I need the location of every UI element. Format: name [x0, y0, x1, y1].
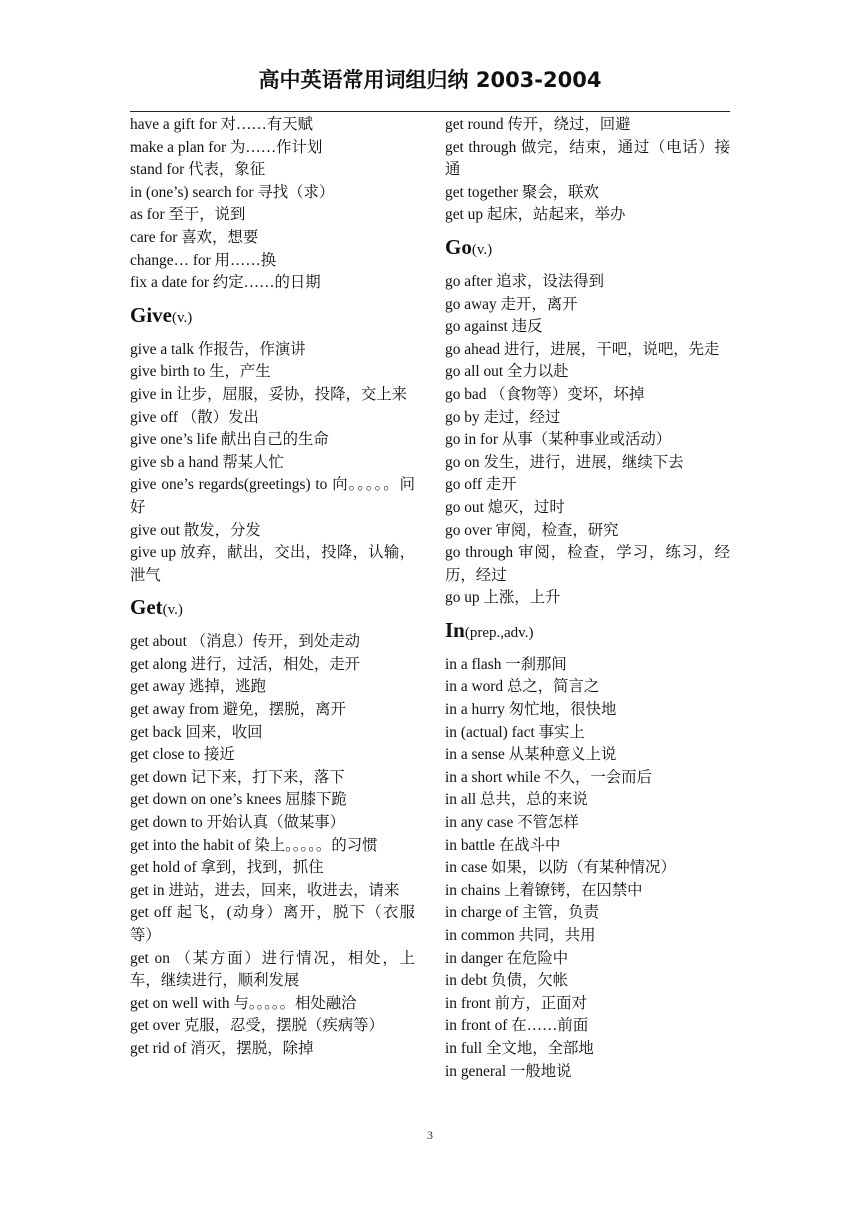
- phrase-entry: give one’s life 献出自己的生命: [130, 431, 329, 449]
- phrase-entry: care for 喜欢，想要: [130, 228, 259, 246]
- phrase-entry: go ahead 进行，进展，干吧，说吧，先走: [445, 340, 720, 358]
- phrase-entry: in full 全文地，全部地: [445, 1039, 594, 1057]
- phrase-entry: get down 记下来，打下来，落下: [130, 768, 345, 786]
- phrase-entry: in a word 总之，简言之: [445, 678, 600, 696]
- phrase-entry: get on well with 与。。。。。相处融洽: [130, 994, 357, 1012]
- phrase-entry: have a gift for 对……有天赋: [130, 116, 313, 133]
- phrase-entry: go away 走开，离开: [445, 295, 578, 313]
- phrase-entry: get on （某方面）进行情况，相处，上车，继续进行，顺利发展: [130, 949, 415, 990]
- phrase-entry: give birth to 生，产生: [130, 363, 271, 381]
- phrase-entry: change… for 用……换: [130, 251, 277, 269]
- phrase-entry: in (one’s) search for 寻找（求）: [130, 183, 335, 201]
- phrase-entry: go over 审阅，检查，研究: [445, 521, 619, 539]
- part-of-speech: (v.): [162, 602, 183, 619]
- phrase-entry: get along 进行，过活，相处，走开: [130, 655, 360, 673]
- phrase-entry: give off （散）发出: [130, 408, 259, 426]
- heading-word: Get: [130, 595, 163, 620]
- phrase-entry: give a talk 作报告，作演讲: [130, 340, 306, 358]
- phrase-entry: get into the habit of 染上。。。。。的习惯: [130, 836, 378, 854]
- phrase-entry: go after 追求，设法得到: [445, 272, 605, 290]
- phrase-entry: go on 发生，进行，进展，继续下去: [445, 453, 684, 471]
- phrase-entry: get rid of 消灭，摆脱，除掉: [130, 1039, 314, 1057]
- part-of-speech: (v.): [172, 309, 193, 326]
- phrase-entry: give up 放弃，献出，交出，投降，认输，泄气: [130, 544, 415, 584]
- heading-word: In: [445, 617, 465, 642]
- phrase-entry: get up 起床，站起来，举办: [445, 206, 626, 224]
- right-column: [445, 114, 730, 1083]
- phrase-entry: in case 如果，以防（有某种情况）: [445, 859, 676, 877]
- phrase-entry: go through 审阅，检查，学习，练习，经历，经过: [445, 544, 730, 584]
- heading-word: Give: [130, 302, 172, 327]
- phrase-entry: in chains 上着镣铐，在囚禁中: [445, 881, 643, 899]
- phrase-entry: as for 至于，说到: [130, 206, 246, 224]
- phrase-entry: in a hurry 匆忙地，很快地: [445, 701, 617, 719]
- phrase-entry: stand for 代表，象征: [130, 161, 266, 179]
- phrase-entry: in general 一般地说: [445, 1062, 572, 1080]
- page-title: 高中英语常用词组归纳 2003-2004: [258, 68, 602, 92]
- phrase-entry: get over 克服，忍受，摆脱（疾病等）: [130, 1017, 384, 1035]
- phrase-entry: get round 传开，绕过，回避: [445, 116, 631, 133]
- phrase-entry: go in for 从事（某种事业或活动）: [445, 431, 672, 449]
- phrase-entry: get close to 接近: [130, 746, 235, 764]
- phrase-entry: fix a date for 约定……的日期: [130, 274, 321, 292]
- phrase-entry: give sb a hand 帮某人忙: [130, 453, 284, 471]
- phrase-entry: in front of 在……前面: [445, 1017, 589, 1035]
- phrase-entry: in charge of 主管，负责: [445, 904, 600, 922]
- phrase-entry: in front 前方，正面对: [445, 994, 587, 1012]
- section-heading: [130, 302, 415, 331]
- phrase-entry: go off 走开: [445, 476, 517, 494]
- phrase-entry: in danger 在危险中: [445, 949, 569, 967]
- phrase-entry: in any case 不管怎样: [445, 814, 579, 832]
- phrase-entry: in all 总共，总的来说: [445, 791, 588, 809]
- phrase-entry: get through 做完，结束，通过（电话）接通: [445, 138, 730, 179]
- phrase-entry: give out 散发，分发: [130, 521, 261, 539]
- phrase-entry: give in 让步，屈服，妥协，投降，交上来: [130, 385, 408, 403]
- phrase-entry: in common 共同，共用: [445, 927, 596, 944]
- phrase-entry: get away from 避免，摆脱，离开: [130, 701, 346, 719]
- phrase-entry: get back 回来，收回: [130, 723, 263, 741]
- phrase-entry: in a short while 不久，一会而后: [445, 768, 652, 786]
- heading-word: Go: [445, 234, 472, 259]
- phrase-entry: give one’s regards(greetings) to 向。。。。。问好: [130, 476, 415, 516]
- phrase-entry: get hold of 拿到，找到，抓住: [130, 859, 324, 877]
- part-of-speech: (prep.,adv.): [464, 624, 534, 641]
- part-of-speech: (v.): [471, 241, 493, 258]
- phrase-entry: go out 熄灭，过时: [445, 498, 565, 516]
- phrase-entry: get together 聚会，联欢: [445, 183, 599, 201]
- phrase-entry: in a sense 从某种意义上说: [445, 746, 617, 764]
- phrase-entry: go by 走过，经过: [445, 408, 561, 426]
- phrase-entry: get off 起飞，(动身）离开，脱下（衣服等）: [130, 904, 415, 944]
- section-heading: [445, 234, 730, 263]
- phrase-entry: make a plan for 为……作计划: [130, 138, 323, 156]
- phrase-entry: in a flash 一刹那间: [445, 655, 567, 673]
- phrase-entry: get about （消息）传开，到处走动: [130, 633, 360, 651]
- phrase-entry: get away 逃掉，逃跑: [130, 678, 266, 696]
- phrase-entry: go all out 全力以赴: [445, 363, 569, 381]
- phrase-entry: get down to 开始认真（做某事）: [130, 814, 346, 832]
- section-heading: [445, 617, 730, 646]
- phrase-entry: get down on one’s knees 屈膝下跪: [130, 791, 347, 809]
- phrase-entry: in battle 在战斗中: [445, 836, 561, 854]
- phrase-entry: go bad （食物等）变坏，坏掉: [445, 385, 645, 403]
- phrase-entry: go against 违反: [445, 318, 543, 336]
- section-heading: [130, 594, 415, 623]
- title-divider: [130, 111, 730, 112]
- phrase-entry: get in 进站，进去，回来，收进去，请来: [130, 881, 400, 899]
- left-column: [130, 114, 415, 1061]
- phrase-entry: in (actual) fact 事实上: [445, 723, 585, 741]
- page-number: 3: [427, 1128, 433, 1142]
- phrase-entry: in debt 负债，欠帐: [445, 972, 569, 990]
- phrase-entry: go up 上涨，上升: [445, 589, 561, 607]
